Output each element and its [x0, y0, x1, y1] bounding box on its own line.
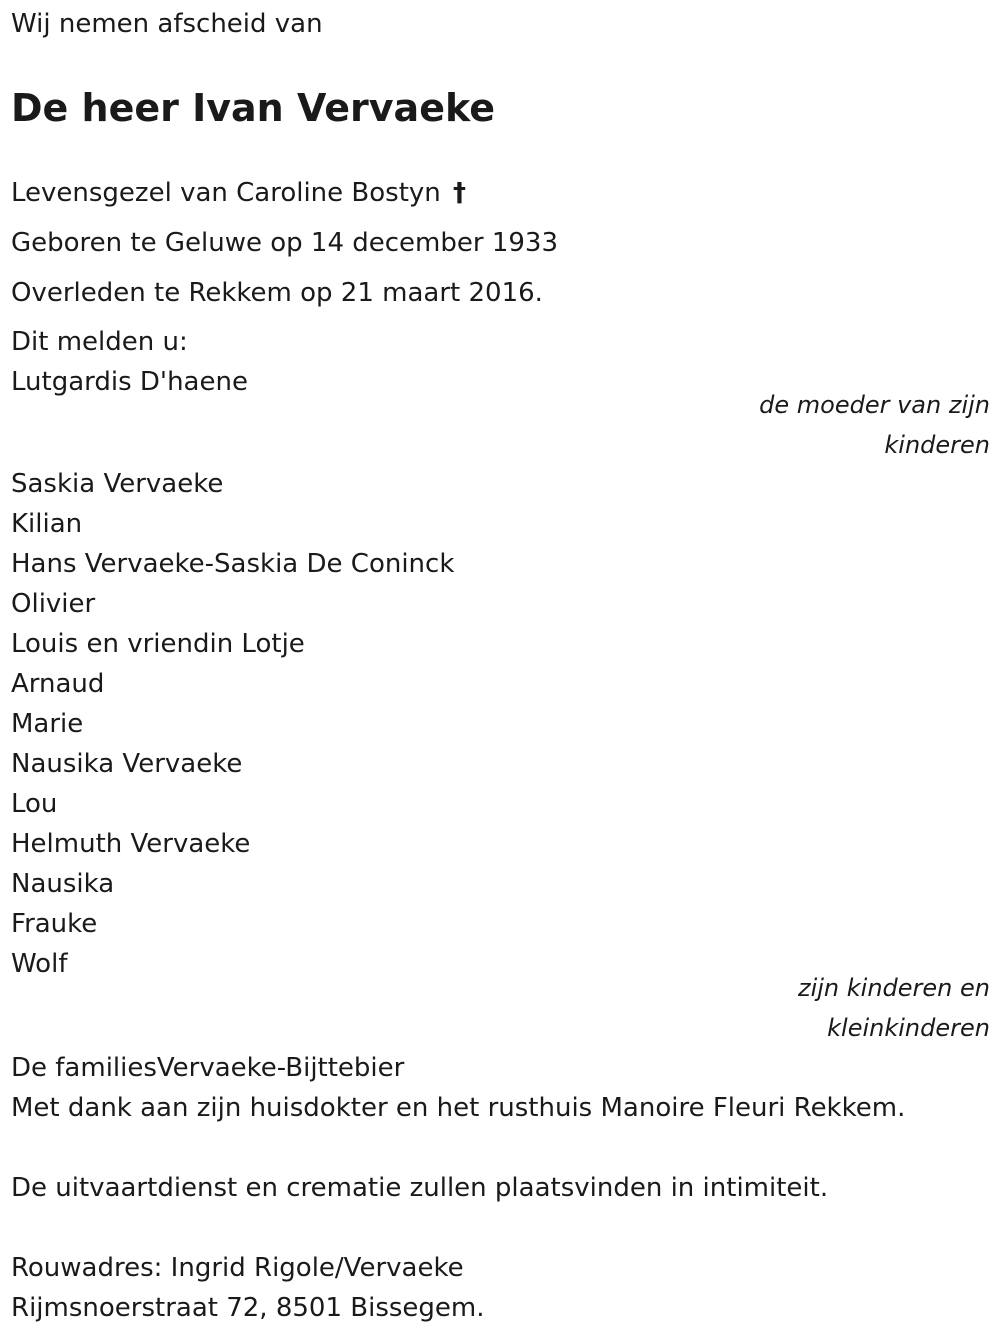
mother-role-line2: kinderen [884, 431, 990, 459]
deceased-name: De heer Ivan Vervaeke [11, 86, 495, 130]
ceremony-line: De uitvaartdienst en crematie zullen plaatsvinden in intimiteit. [11, 1173, 829, 1203]
address-line1: Rouwadres: Ingrid Rigole/Vervaeke [11, 1253, 464, 1283]
list-item: Saskia Vervaeke [11, 469, 224, 499]
children-role-line2: kleinkinderen [827, 1014, 990, 1042]
announce-line: Dit melden u: [11, 327, 188, 357]
list-item: Kilian [11, 509, 83, 539]
died-line: Overleden te Rekkem op 21 maart 2016. [11, 278, 543, 308]
list-item: Nausika Vervaeke [11, 749, 243, 779]
list-item: Marie [11, 709, 84, 739]
list-item: Helmuth Vervaeke [11, 829, 251, 859]
list-item: Nausika [11, 869, 115, 899]
mother-role-line1: de moeder van zijn [759, 391, 990, 419]
families-line: De familiesVervaeke-Bijttebier [11, 1053, 405, 1083]
partner-line [11, 177, 466, 209]
cross-icon: † [453, 178, 467, 208]
list-item: Lou [11, 789, 58, 819]
mother-name: Lutgardis D'haene [11, 367, 248, 397]
list-item: Frauke [11, 909, 98, 939]
list-item: Hans Vervaeke-Saskia De Coninck [11, 549, 455, 579]
list-item: Olivier [11, 589, 96, 619]
address-line2: Rijmsnoerstraat 72, 8501 Bissegem. [11, 1293, 485, 1323]
thanks-line: Met dank aan zijn huisdokter en het rusthuis Manoire Fleuri Rekkem. [11, 1093, 906, 1123]
born-line: Geboren te Geluwe op 14 december 1933 [11, 228, 559, 258]
intro-text: Wij nemen afscheid van [11, 9, 323, 39]
partner-text: Levensgezel van Caroline Bostyn [11, 178, 441, 208]
children-role-line1: zijn kinderen en [798, 974, 990, 1002]
list-item: Louis en vriendin Lotje [11, 629, 305, 659]
list-item: Arnaud [11, 669, 105, 699]
list-item: Wolf [11, 949, 68, 979]
